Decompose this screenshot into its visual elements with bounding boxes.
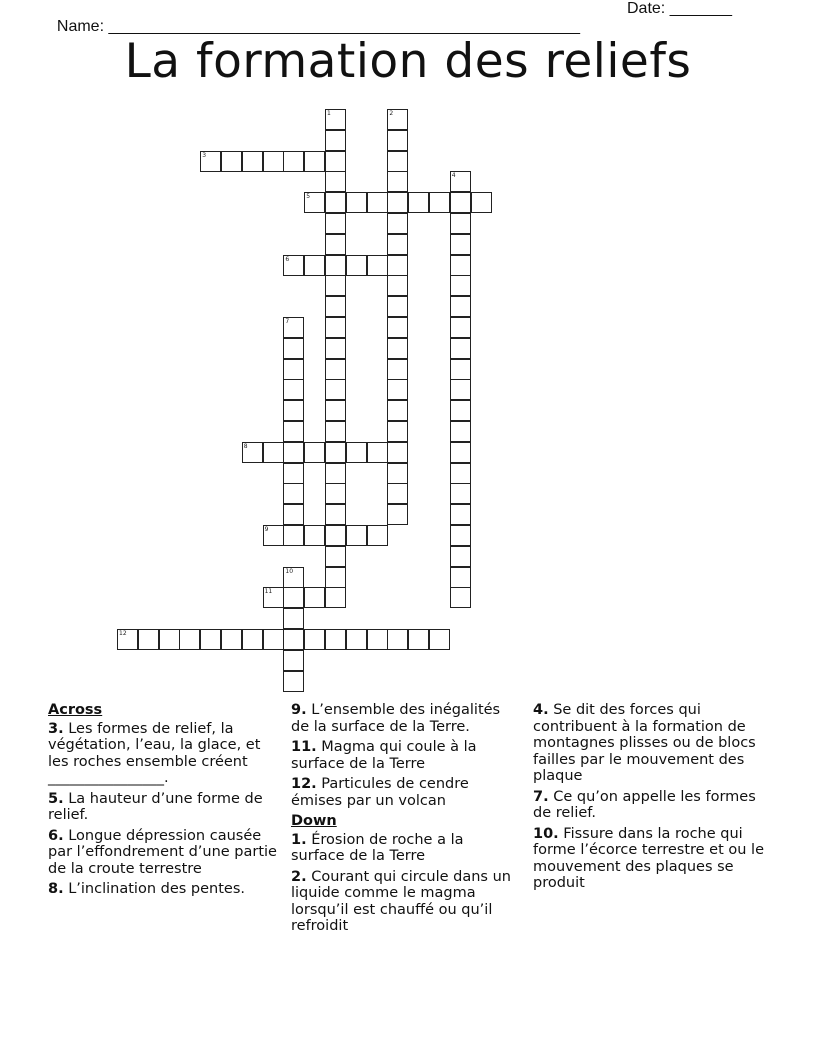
crossword-cell[interactable] (283, 151, 304, 172)
clue-number-label: 6 (285, 255, 290, 263)
crossword-cell[interactable] (387, 130, 408, 151)
crossword-cell[interactable] (387, 400, 408, 421)
crossword-cell[interactable] (450, 463, 471, 484)
crossword-cell[interactable] (387, 213, 408, 234)
clue-number-label: 5 (306, 193, 311, 201)
across-clue-list (48, 721, 280, 898)
crossword-cell[interactable] (450, 171, 471, 192)
clue-down-4 (533, 702, 769, 785)
down-heading: Down (291, 813, 337, 829)
crossword-cell[interactable] (138, 629, 159, 650)
crossword-cell[interactable] (200, 151, 221, 172)
clue-number: 12. (291, 776, 317, 792)
clue-number-label: 2 (389, 110, 394, 117)
crossword-cell[interactable] (429, 629, 450, 650)
clue-down-10 (533, 826, 769, 892)
crossword-cell[interactable] (387, 275, 408, 296)
crossword-cell[interactable] (450, 483, 471, 504)
crossword-cell[interactable] (325, 234, 346, 255)
crossword-cell[interactable] (304, 587, 325, 608)
clue-text: L’ensemble des inégalités de la surface de la Terre. (291, 702, 501, 735)
crossword-cell[interactable] (450, 379, 471, 400)
crossword-cell[interactable] (283, 504, 304, 525)
crossword-cell[interactable] (325, 171, 346, 192)
crossword-cell[interactable] (387, 463, 408, 484)
crossword-cell[interactable] (387, 442, 408, 463)
crossword-cell[interactable] (450, 442, 471, 463)
crossword-cell[interactable] (283, 463, 304, 484)
crossword-cell[interactable] (325, 567, 346, 588)
clue-number-label: 8 (243, 442, 248, 450)
clue-text: Les formes de relief, la végétation, l’eau, la glace, et les roches ensemble créent ________________. (48, 720, 261, 786)
crossword-cell[interactable] (325, 525, 346, 546)
crossword-cell[interactable] (325, 317, 346, 338)
crossword-cell[interactable] (263, 151, 284, 172)
crossword-cell[interactable] (387, 171, 408, 192)
clue-text: Se dit des forces qui contribuent à la formation de montagnes plisses ou de blocs failles par le mouvement des plaque (533, 702, 756, 784)
crossword-cell[interactable] (325, 546, 346, 567)
crossword-cell[interactable] (304, 442, 325, 463)
crossword-cell[interactable] (325, 296, 346, 317)
crossword-cell[interactable] (408, 629, 429, 650)
crossword-cell[interactable] (367, 629, 388, 650)
crossword-cell[interactable] (387, 629, 408, 650)
crossword-cell[interactable] (325, 338, 346, 359)
clue-number: 5. (48, 790, 64, 807)
crossword-cell[interactable] (367, 525, 388, 546)
crossword-cell[interactable] (283, 483, 304, 504)
clue-down-1 (291, 832, 517, 865)
crossword-cell[interactable] (450, 234, 471, 255)
crossword-cell[interactable] (283, 400, 304, 421)
crossword-cell[interactable] (367, 442, 388, 463)
crossword-cell[interactable] (221, 629, 242, 650)
crossword-cell[interactable] (304, 192, 325, 213)
clue-number-label: 3 (202, 151, 207, 159)
crossword-cell[interactable] (263, 587, 284, 608)
crossword-cell[interactable] (242, 442, 263, 463)
crossword-cell[interactable] (117, 629, 138, 650)
name-field-label: Name: _____________________________________________________ (56, 18, 581, 35)
crossword-cell[interactable] (325, 587, 346, 608)
crossword-cell[interactable] (159, 629, 180, 650)
clue-number: 1. (291, 831, 307, 848)
crossword-cell[interactable] (387, 338, 408, 359)
crossword-cell[interactable] (346, 192, 367, 213)
crossword-cell[interactable] (450, 317, 471, 338)
clue-number: 9. (291, 702, 307, 718)
clue-text: Érosion de roche a la surface de la Terre (291, 831, 464, 864)
crossword-cell[interactable] (283, 671, 304, 692)
crossword-cell[interactable] (471, 192, 492, 213)
crossword-cell[interactable] (263, 629, 284, 650)
clue-down-2 (291, 869, 517, 935)
clues-column-2 (291, 702, 517, 939)
clue-across-6 (48, 828, 280, 878)
crossword-cell[interactable] (242, 151, 263, 172)
clue-number: 8. (48, 881, 64, 897)
clue-text: Magma qui coule à la surface de la Terre (291, 739, 477, 772)
crossword-cell[interactable] (325, 483, 346, 504)
clue-number-label: 7 (285, 318, 290, 325)
clue-across-8 (48, 881, 280, 898)
crossword-cell[interactable] (346, 442, 367, 463)
clue-number: 3. (48, 720, 64, 737)
crossword-cell[interactable] (450, 525, 471, 546)
crossword-cell[interactable] (283, 338, 304, 359)
clue-across-11 (291, 739, 517, 772)
crossword-cell[interactable] (263, 442, 284, 463)
crossword-cell[interactable] (325, 255, 346, 276)
crossword-cell[interactable] (263, 525, 284, 546)
crossword-cell[interactable] (283, 255, 304, 276)
crossword-cell[interactable] (179, 629, 200, 650)
crossword-cell[interactable] (367, 192, 388, 213)
crossword-cell[interactable] (367, 255, 388, 276)
crossword-cell[interactable] (346, 525, 367, 546)
crossword-cell[interactable] (283, 608, 304, 629)
crossword-cell[interactable] (387, 192, 408, 213)
clue-text: Fissure dans la roche qui forme l’écorce terrestre et ou le mouvement des plaques se produit (533, 825, 765, 891)
crossword-cell[interactable] (450, 567, 471, 588)
crossword-cell[interactable] (450, 275, 471, 296)
crossword-cell[interactable] (450, 359, 471, 380)
page-title: La formation des reliefs (124, 34, 692, 89)
crossword-cell[interactable] (325, 442, 346, 463)
crossword-cell[interactable] (450, 400, 471, 421)
date-field-label: Date: _______ (627, 0, 732, 17)
clue-number: 11. (291, 739, 317, 755)
clue-text: Ce qu’on appelle les formes de relief. (533, 788, 756, 821)
crossword-cell[interactable] (450, 546, 471, 567)
crossword-cell[interactable] (387, 379, 408, 400)
crossword-cell[interactable] (283, 650, 304, 671)
crossword-cell[interactable] (450, 504, 471, 525)
crossword-cell[interactable] (283, 629, 304, 650)
crossword-cell[interactable] (408, 192, 429, 213)
crossword-cell[interactable] (325, 359, 346, 380)
crossword-cell[interactable] (283, 317, 304, 338)
crossword-cell[interactable] (387, 504, 408, 525)
crossword-cell[interactable] (450, 421, 471, 442)
crossword-cell[interactable] (450, 587, 471, 608)
clue-number-label: 1 (327, 110, 331, 117)
crossword-cell[interactable] (304, 255, 325, 276)
crossword-cell[interactable] (387, 255, 408, 276)
clue-across-12 (291, 776, 517, 809)
clue-number: 2. (291, 868, 307, 885)
clue-number-label: 9 (264, 526, 269, 533)
crossword-cell[interactable] (325, 400, 346, 421)
down-clue-list-continued (533, 702, 769, 892)
clue-number: 10. (533, 825, 559, 842)
crossword-cell[interactable] (304, 525, 325, 546)
crossword-cell[interactable] (387, 317, 408, 338)
clue-number-label: 11 (264, 588, 273, 596)
crossword-cell[interactable] (325, 109, 346, 130)
crossword-cell[interactable] (450, 192, 471, 213)
clue-text: L’inclination des pentes. (63, 881, 245, 897)
crossword-cell[interactable] (283, 359, 304, 380)
crossword-cell[interactable] (387, 296, 408, 317)
crossword-cell[interactable] (325, 192, 346, 213)
crossword-cell[interactable] (221, 151, 242, 172)
crossword-cell[interactable] (387, 359, 408, 380)
crossword-cell[interactable] (325, 463, 346, 484)
clues-column-3 (533, 702, 769, 896)
across-clue-list-continued (291, 702, 517, 809)
crossword-cell[interactable] (283, 567, 304, 588)
crossword-cell[interactable] (325, 151, 346, 172)
clue-number-label: 12 (119, 630, 127, 637)
clue-number: 4. (533, 702, 549, 718)
crossword-cell[interactable] (283, 587, 304, 608)
crossword-cell[interactable] (450, 338, 471, 359)
clues-column-1 (48, 702, 280, 902)
crossword-cell[interactable] (325, 213, 346, 234)
clue-number: 7. (533, 788, 549, 805)
clue-across-3 (48, 721, 280, 787)
crossword-cell[interactable] (325, 504, 346, 525)
crossword-cell[interactable] (450, 213, 471, 234)
crossword-cell[interactable] (450, 296, 471, 317)
clue-text: Particules de cendre émises par un volcan (291, 776, 469, 809)
clue-number-label: 10 (285, 567, 294, 575)
crossword-cell[interactable] (283, 379, 304, 400)
crossword-cell[interactable] (283, 442, 304, 463)
crossword-cell[interactable] (346, 255, 367, 276)
clue-across-5 (48, 791, 280, 824)
crossword-cell[interactable] (387, 151, 408, 172)
crossword-cell[interactable] (325, 275, 346, 296)
crossword-cell[interactable] (304, 629, 325, 650)
crossword-cell[interactable] (283, 421, 304, 442)
crossword-cell[interactable] (200, 629, 221, 650)
crossword-cell[interactable] (304, 151, 325, 172)
crossword-cell[interactable] (429, 192, 450, 213)
across-heading: Across (48, 702, 103, 718)
clue-across-9 (291, 702, 517, 735)
crossword-cell[interactable] (325, 379, 346, 400)
crossword-cell[interactable] (387, 483, 408, 504)
crossword-cell[interactable] (450, 255, 471, 276)
crossword-cell[interactable] (325, 421, 346, 442)
clue-text: Longue dépression causée par l’effondrement d’une partie de la croute terrestre (48, 827, 277, 877)
down-clue-list (291, 832, 517, 935)
clue-text: Courant qui circule dans un liquide comme le magma lorsqu’il est chauffé ou qu’il refroidit (291, 868, 511, 934)
clue-down-7 (533, 789, 769, 822)
crossword-cell[interactable] (242, 629, 263, 650)
clue-number: 6. (48, 827, 64, 844)
crossword-cell[interactable] (325, 130, 346, 151)
crossword-cell[interactable] (387, 109, 408, 130)
clue-text: La hauteur d’une forme de relief. (48, 790, 263, 823)
crossword-cell[interactable] (387, 234, 408, 255)
clue-number-label: 4 (451, 172, 456, 180)
crossword-cell[interactable] (346, 629, 367, 650)
crossword-cell[interactable] (387, 421, 408, 442)
crossword-cell[interactable] (325, 629, 346, 650)
crossword-cell[interactable] (283, 525, 304, 546)
